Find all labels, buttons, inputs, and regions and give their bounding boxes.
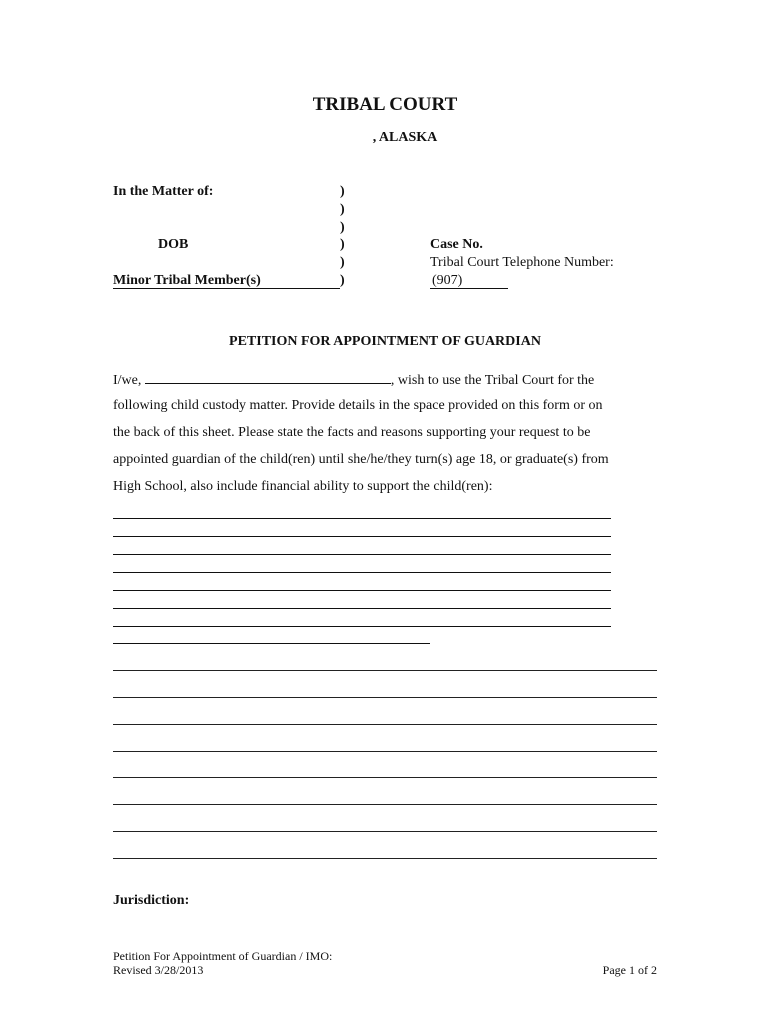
answer-line-long [113, 697, 657, 698]
answer-line [113, 518, 611, 519]
footer-form-name: Petition For Appointment of Guardian / IMO: [113, 949, 333, 963]
caption-paren-1: ) [340, 184, 345, 199]
answer-line-long [113, 777, 657, 778]
caption-paren-6: ) [340, 273, 345, 288]
petitioner-line: I/we, , wish to use the Tribal Court for the [113, 373, 595, 388]
jurisdiction-label: Jurisdiction: [113, 893, 190, 908]
answer-line-long [113, 724, 657, 725]
case-no-label: Case No. [430, 237, 483, 252]
caption-paren-5: ) [340, 255, 345, 270]
telephone-field: (907) [430, 273, 508, 289]
answer-line-long [113, 831, 657, 832]
telephone-label: Tribal Court Telephone Number: [430, 255, 614, 270]
petition-title: PETITION FOR APPOINTMENT OF GUARDIAN [229, 334, 541, 349]
body-line-4: appointed guardian of the child(ren) until she/he/they turn(s) age 18, or graduate(s) from [113, 452, 609, 467]
body-line-3: the back of this sheet. Please state the facts and reasons supporting your request to be [113, 425, 591, 440]
answer-line-long [113, 858, 657, 859]
caption-paren-2: ) [340, 202, 345, 217]
court-title: TRIBAL COURT [312, 94, 458, 115]
answer-line-long [113, 751, 657, 752]
answer-line-long [113, 670, 657, 671]
petitioner-name-blank [145, 371, 391, 384]
answer-line [113, 608, 611, 609]
body-line-2: following child custody matter. Provide details in the space provided on this form or on [113, 398, 603, 413]
footer-page-number: Page 1 of 2 [602, 963, 657, 977]
footer-revised: Revised 3/28/2013 [113, 963, 204, 977]
matter-label: In the Matter of: [113, 184, 214, 199]
answer-line [113, 572, 611, 573]
answer-line [113, 643, 430, 644]
answer-line [113, 536, 611, 537]
answer-line [113, 626, 611, 627]
caption-paren-3: ) [340, 220, 345, 235]
dob-label: DOB [158, 237, 189, 252]
answer-line [113, 590, 611, 591]
body-line-5: High School, also include financial ability to support the child(ren): [113, 479, 493, 494]
court-location: , ALASKA [372, 130, 438, 145]
answer-line [113, 554, 611, 555]
answer-line-long [113, 804, 657, 805]
caption-paren-4: ) [340, 237, 345, 252]
minor-label: Minor Tribal Member(s) [113, 273, 340, 289]
